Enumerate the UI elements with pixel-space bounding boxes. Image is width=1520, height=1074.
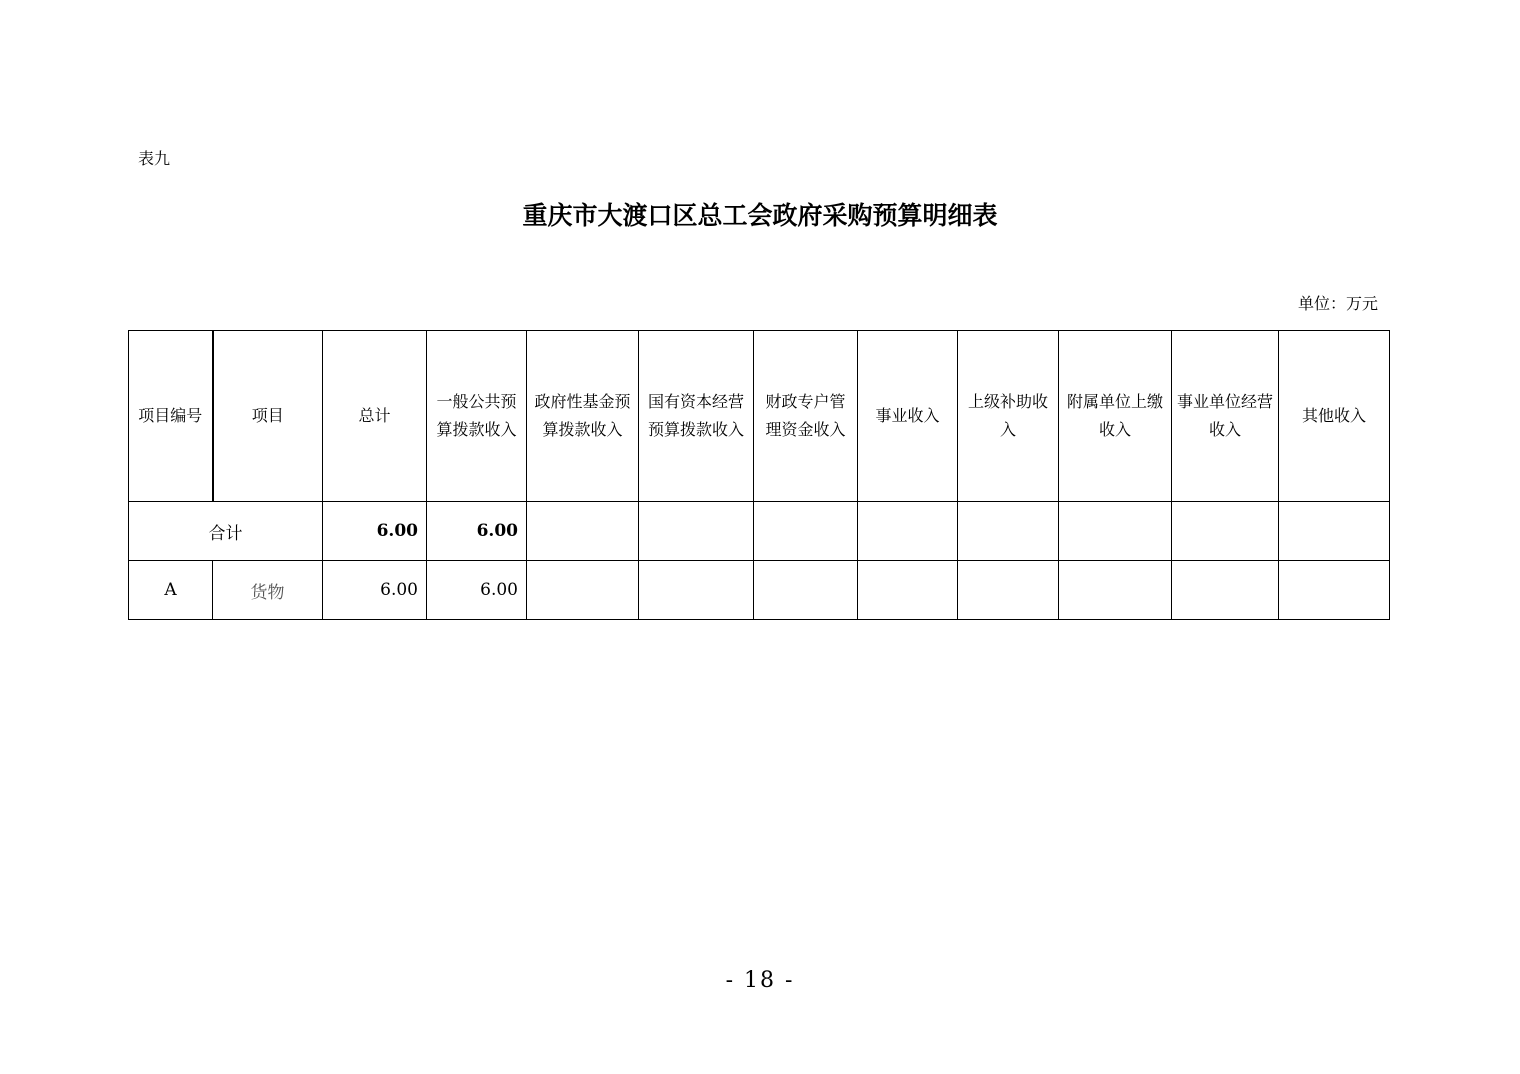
row-code: A — [129, 561, 213, 620]
header-special-account: 财政专户管理资金收入 — [754, 331, 858, 502]
total-row — [129, 502, 1390, 561]
table-cell — [527, 561, 639, 620]
header-operating-income: 事业单位经营收入 — [1172, 331, 1279, 502]
page-title: 重庆市大渡口区总工会政府采购预算明细表 — [522, 201, 998, 230]
table-cell — [754, 561, 858, 620]
table-row — [129, 561, 1390, 620]
table-cell — [1172, 502, 1279, 561]
header-business-income: 事业收入 — [858, 331, 958, 502]
table-cell — [858, 502, 958, 561]
row-item: 货物 — [213, 561, 323, 620]
table-cell — [1059, 502, 1172, 561]
row-total: 6.00 — [323, 561, 427, 620]
table-cell — [527, 502, 639, 561]
header-state-capital: 国有资本经营预算拨款收入 — [639, 331, 754, 502]
header-total: 总计 — [323, 331, 427, 502]
row-general-budget: 6.00 — [427, 561, 527, 620]
table-cell — [1279, 561, 1390, 620]
total-row-total: 6.00 — [323, 502, 427, 561]
table-cell — [958, 561, 1059, 620]
header-general-budget: 一般公共预算拨款收入 — [427, 331, 527, 502]
table-cell — [958, 502, 1059, 561]
total-row-general-budget: 6.00 — [427, 502, 527, 561]
header-other-income: 其他收入 — [1279, 331, 1390, 502]
table-label: 表九 — [138, 149, 171, 168]
table-cell — [754, 502, 858, 561]
header-affiliate-remit: 附属单位上缴收入 — [1059, 331, 1172, 502]
header-project-code: 项目编号 — [129, 331, 213, 502]
unit-label: 单位：万元 — [1297, 294, 1378, 313]
table-cell — [858, 561, 958, 620]
total-row-label: 合计 — [129, 502, 323, 561]
header-row — [129, 331, 1390, 502]
procurement-budget-table — [128, 330, 1390, 620]
table-cell — [1059, 561, 1172, 620]
header-project: 项目 — [213, 331, 323, 502]
header-gov-fund: 政府性基金预算拨款收入 — [527, 331, 639, 502]
table-cell — [639, 502, 754, 561]
table-cell — [1279, 502, 1390, 561]
table-cell — [1172, 561, 1279, 620]
table-cell — [639, 561, 754, 620]
header-higher-subsidy: 上级补助收入 — [958, 331, 1059, 502]
page-number: - 18 - — [725, 968, 795, 993]
